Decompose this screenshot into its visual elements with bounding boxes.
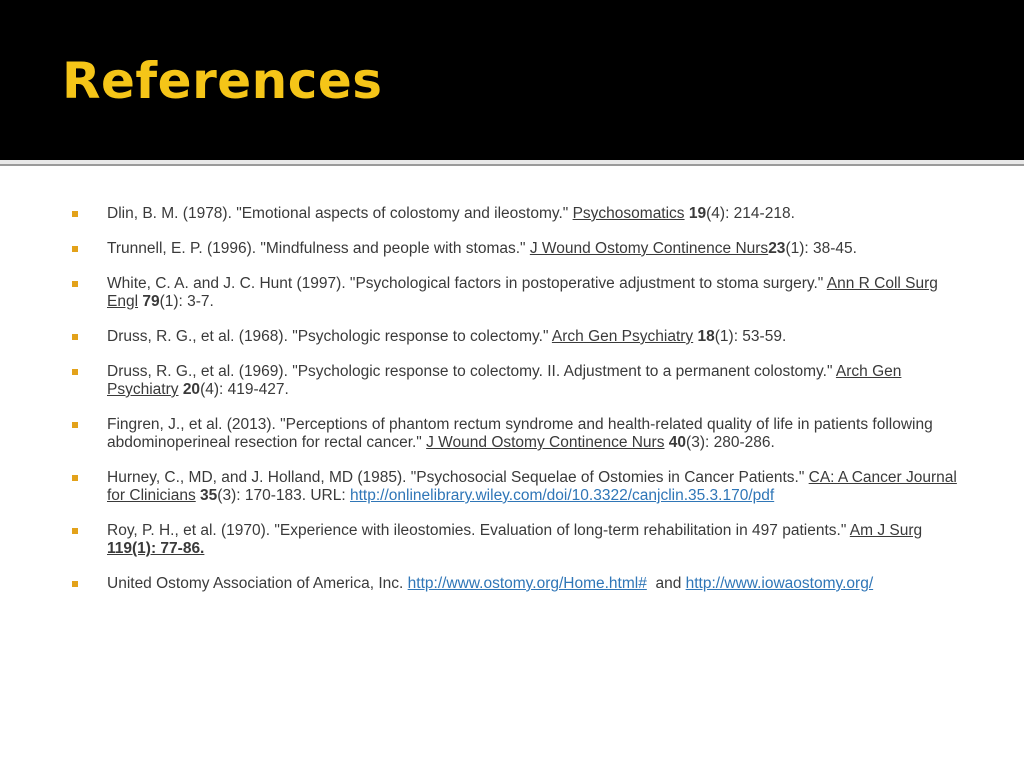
ref-citation: Dlin, B. M. (1978). "Emotional aspects of colostomy and ileostomy." [107, 205, 573, 222]
reference-item [70, 575, 970, 593]
bullet-icon [72, 211, 78, 217]
ref-citation: Hurney, C., MD, and J. Holland, MD (1985). "Psychosocial Sequelae of Ostomies in Cancer Patients." [107, 469, 809, 486]
ref-citation: White, C. A. and J. C. Hunt (1997). "Psychological factors in postoperative adjustment to stoma surgery." [107, 275, 827, 292]
title-bar [0, 0, 1024, 160]
reference-item [70, 522, 970, 558]
ref-pages: (3): 170-183. URL: [217, 487, 350, 504]
ref-volume: 20 [182, 381, 201, 398]
ref-citation: Druss, R. G., et al. (1968). "Psychologic response to colectomy." [107, 328, 552, 345]
ref-volume: 19 [688, 205, 707, 222]
iowa-ostomy-link[interactable]: http://www.iowaostomy.org/ [685, 575, 874, 592]
reference-item [70, 469, 970, 505]
ref-pages: (1): 53-59. [714, 328, 787, 345]
ref-journal: CA: A Cancer Journal for Clinicians [107, 469, 957, 504]
slide-title: References [62, 52, 383, 110]
ref-journal: Arch Gen Psychiatry [551, 328, 694, 345]
ref-pages: (3): 280-286. [686, 434, 775, 451]
divider-dark [0, 164, 1024, 166]
ref-journal: Psychosomatics [572, 205, 685, 222]
ref-pages: (4): 214-218. [706, 205, 795, 222]
ref-citation: Druss, R. G., et al. (1969). "Psychologic response to colectomy. II. Adjustment to a permanent colostomy." [107, 363, 836, 380]
reference-item [70, 275, 970, 311]
reference-list [70, 205, 970, 610]
ref-citation: Roy, P. H., et al. (1970). "Experience with ileostomies. Evaluation of long-term rehabilitation in 497 patients." [107, 522, 850, 539]
ref-volume: 40 [668, 434, 687, 451]
bullet-icon [72, 369, 78, 375]
reference-item [70, 416, 970, 452]
bullet-icon [72, 422, 78, 428]
bullet-icon [72, 246, 78, 252]
ostomy-org-link[interactable]: http://www.ostomy.org/Home.html# [407, 575, 647, 592]
bullet-icon [72, 581, 78, 587]
reference-item [70, 363, 970, 399]
ref-journal: Arch Gen Psychiatry [107, 363, 902, 398]
ref-citation: Fingren, J., et al. (2013). "Perceptions of phantom rectum syndrome and health-related quality of life in patients following abdominoperineal resection for rectal cancer." [107, 416, 933, 451]
ref-pages: (4): 419-427. [200, 381, 289, 398]
ref-pages: (1): 3-7. [159, 293, 214, 310]
bullet-icon [72, 528, 78, 534]
ref-volume: 18 [697, 328, 715, 345]
ref-citation: United Ostomy Association of America, Inc. [107, 575, 408, 592]
ref-journal: Ann R Coll Surg Engl [107, 275, 938, 310]
reference-item [70, 328, 970, 346]
ref-connector: and [646, 575, 686, 592]
reference-item [70, 240, 970, 258]
ref-volume: 79 [142, 293, 160, 310]
bullet-icon [72, 475, 78, 481]
bullet-icon [72, 281, 78, 287]
wiley-url-link[interactable]: http://onlinelibrary.wiley.com/doi/10.3322/canjclin.35.3.170/pdf [349, 487, 775, 504]
ref-journal: J Wound Ostomy Continence Nurs [426, 434, 665, 451]
ref-volume: 23 [768, 240, 786, 257]
ref-volume: 35 [200, 487, 218, 504]
ref-journal: J Wound Ostomy Continence Nurs [529, 240, 769, 257]
reference-item [70, 205, 970, 223]
ref-citation: Trunnell, E. P. (1996). "Mindfulness and people with stomas." [107, 240, 530, 257]
ref-volume: 119(1): 77-86. [107, 540, 205, 557]
bullet-icon [72, 334, 78, 340]
ref-pages: (1): 38-45. [785, 240, 857, 257]
ref-journal: Am J Surg [849, 522, 923, 539]
